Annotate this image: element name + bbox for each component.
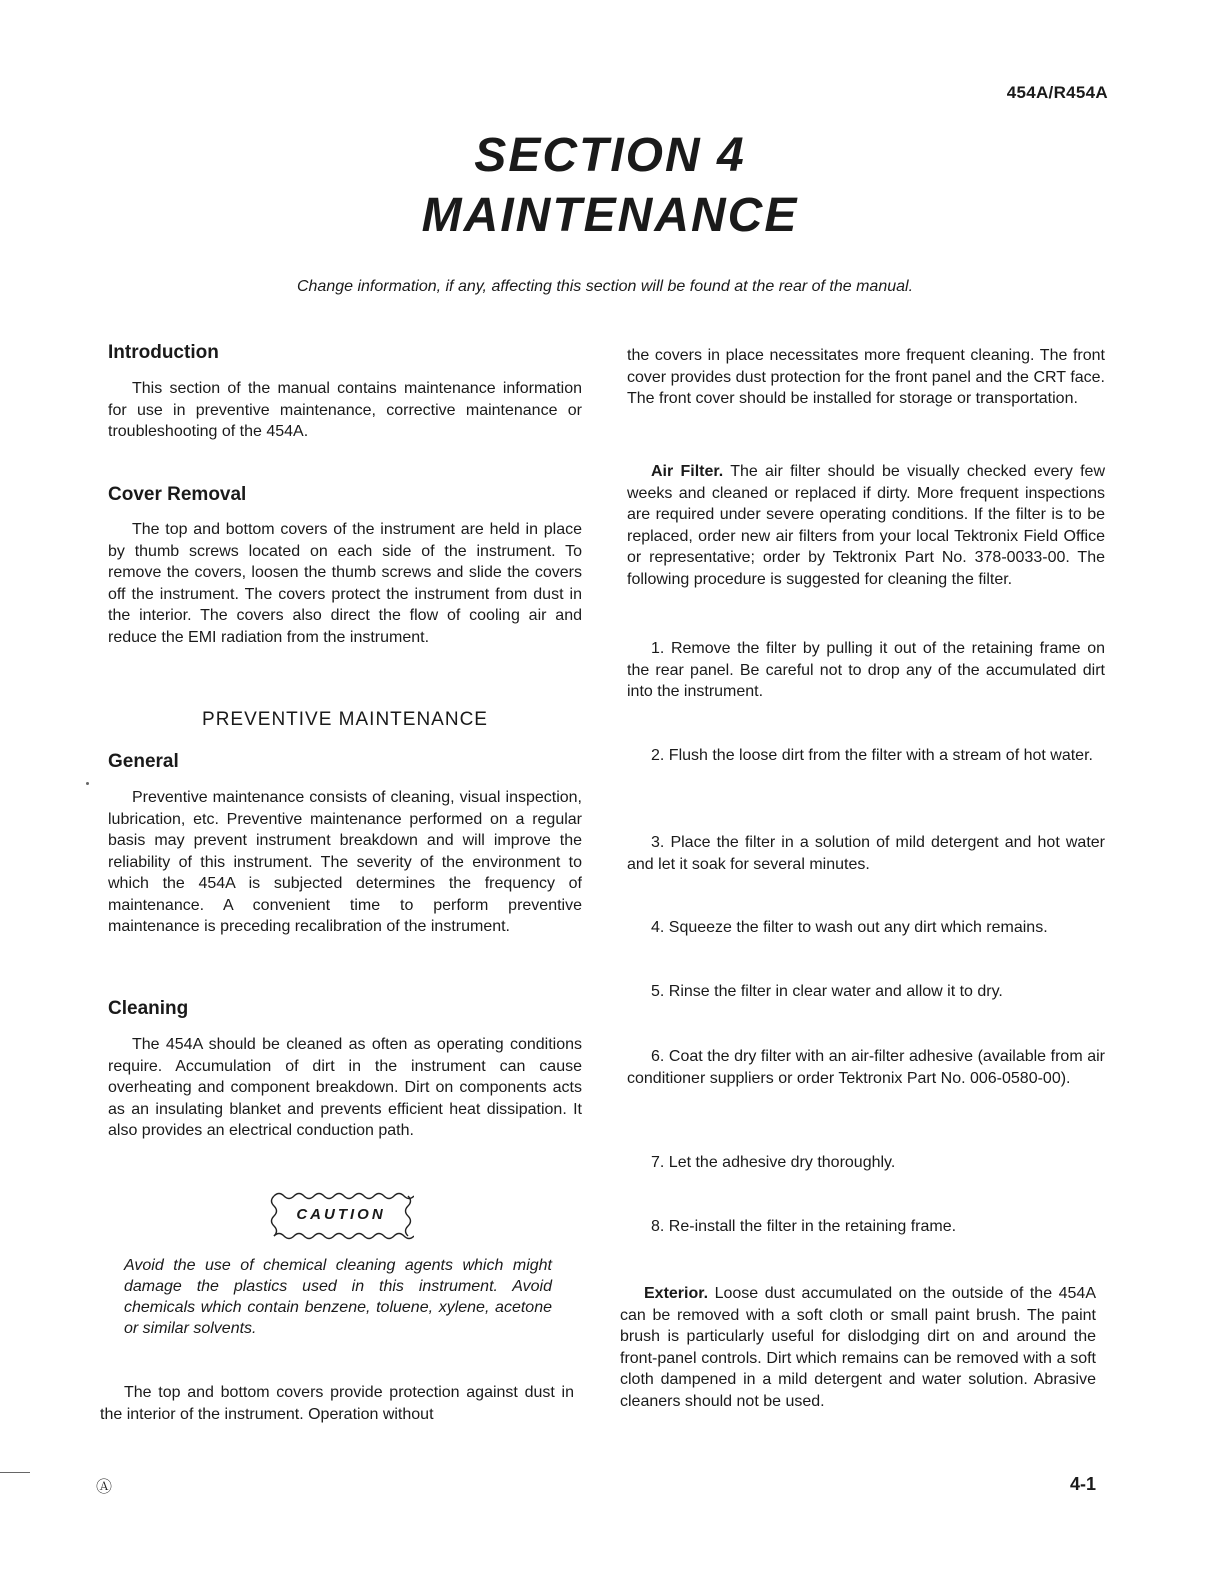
step-4: 4. Squeeze the filter to wash out any dirt which remains. (651, 919, 1048, 936)
cleaning-heading: Cleaning (108, 998, 189, 1019)
introduction-heading: Introduction (108, 342, 219, 363)
air-filter-text: The air filter should be visually checked every few weeks and cleaned or replaced if dirty. More frequent inspections are required under severe operating conditions. If the filter is to be replaced, order new air filters from your local Tektronix Field Office or representative; order by Tektronix Part No. 378-0033-00. The following procedure is suggested for cleaning the filter. (627, 463, 1106, 588)
exterior-text: Loose dust accumulated on the outside of the 454A can be removed with a soft cloth or small paint brush. The paint brush is particularly useful for dislodging dirt on and around the front-panel controls. Dirt which remains can be removed with a soft cloth dampened in a mild detergent and water solution. Abrasive cleaners should not be used. (620, 1285, 1097, 1410)
cover-removal-heading: Cover Removal (108, 484, 247, 505)
step-5: 5. Rinse the filter in clear water and allow it to dry. (651, 983, 1003, 1000)
step-2: 2. Flush the loose dirt from the filter with a stream of hot water. (651, 747, 1093, 764)
introduction-text: This section of the manual contains maintenance information for use in preventive maintenance, corrective maintenance or troubleshooting of the 454A. (108, 380, 582, 440)
step-6: 6. Coat the dry filter with an air-filter adhesive (available from air conditioner suppliers or order Tektronix Part No. 006-0580-00). (627, 1048, 1105, 1087)
caution-box (268, 1188, 414, 1244)
caution-label: CAUTION (296, 1206, 386, 1223)
page-number: 4-1 (1069, 1474, 1096, 1494)
covers-text: The top and bottom covers provide protection against dust in the interior of the instrument. Operation without (100, 1384, 574, 1423)
general-text: Preventive maintenance consists of cleaning, visual inspection, lubrication, etc. Preventive maintenance performed on a regular basis may prevent instrument breakdown and will improve the reliability of this instrument. The severity of the environment to which the 454A is subjected determines the frequency of maintenance. A convenient time to perform preventive maintenance is preceding recalibration of the instrument. (108, 789, 582, 935)
section-title: SECTION 4 (474, 129, 746, 182)
preventive-maintenance-heading: PREVENTIVE MAINTENANCE (202, 709, 488, 730)
change-note: Change information, if any, affecting this section will be found at the rear of the manual. (296, 278, 914, 295)
cover-removal-text: The top and bottom covers of the instrument are held in place by thumb screws located on each side of the instrument. To remove the covers, loosen the thumb screws and slide the covers off the instrument. The covers protect the instrument from dust in the interior. The covers also direct the flow of cooling air and reduce the EMI radiation from the instrument. (108, 521, 582, 646)
covers-continued-text: the covers in place necessitates more frequent cleaning. The front cover provides dust protection for the front panel and the CRT face. The front cover should be installed for storage or transportation. (627, 347, 1105, 407)
margin-tick (0, 1472, 30, 1473)
step-3: 3. Place the filter in a solution of mild detergent and hot water and let it soak for several minutes. (627, 834, 1105, 873)
revision-mark: Ⓐ (96, 1479, 113, 1496)
air-filter-label: Air Filter. (651, 463, 724, 480)
step-1: 1. Remove the filter by pulling it out of the retaining frame on the rear panel. Be careful not to drop any of the accumulated dirt into the instrument. (627, 640, 1105, 700)
margin-dot (86, 782, 89, 785)
step-8: 8. Re-install the filter in the retaining frame. (651, 1218, 957, 1235)
exterior-paragraph (620, 1283, 1096, 1412)
model-number: 454A/R454A (1006, 83, 1108, 102)
exterior-label: Exterior. (644, 1285, 709, 1302)
caution-text: Avoid the use of chemical cleaning agents which might damage the plastics used in this instrument. Avoid chemicals which contain benzene, toluene, xylene, acetone or similar solvents. (124, 1257, 552, 1337)
general-heading: General (108, 751, 179, 772)
step-7: 7. Let the adhesive dry thoroughly. (651, 1154, 896, 1171)
air-filter-paragraph (627, 461, 1105, 590)
cleaning-text: The 454A should be cleaned as often as operating conditions require. Accumulation of dirt in the instrument can cause overheating and component breakdown. Dirt on components acts as an insulating blanket and prevents efficient heat dissipation. It also provides an electrical conduction path. (108, 1036, 582, 1139)
section-subtitle: MAINTENANCE (421, 189, 799, 242)
